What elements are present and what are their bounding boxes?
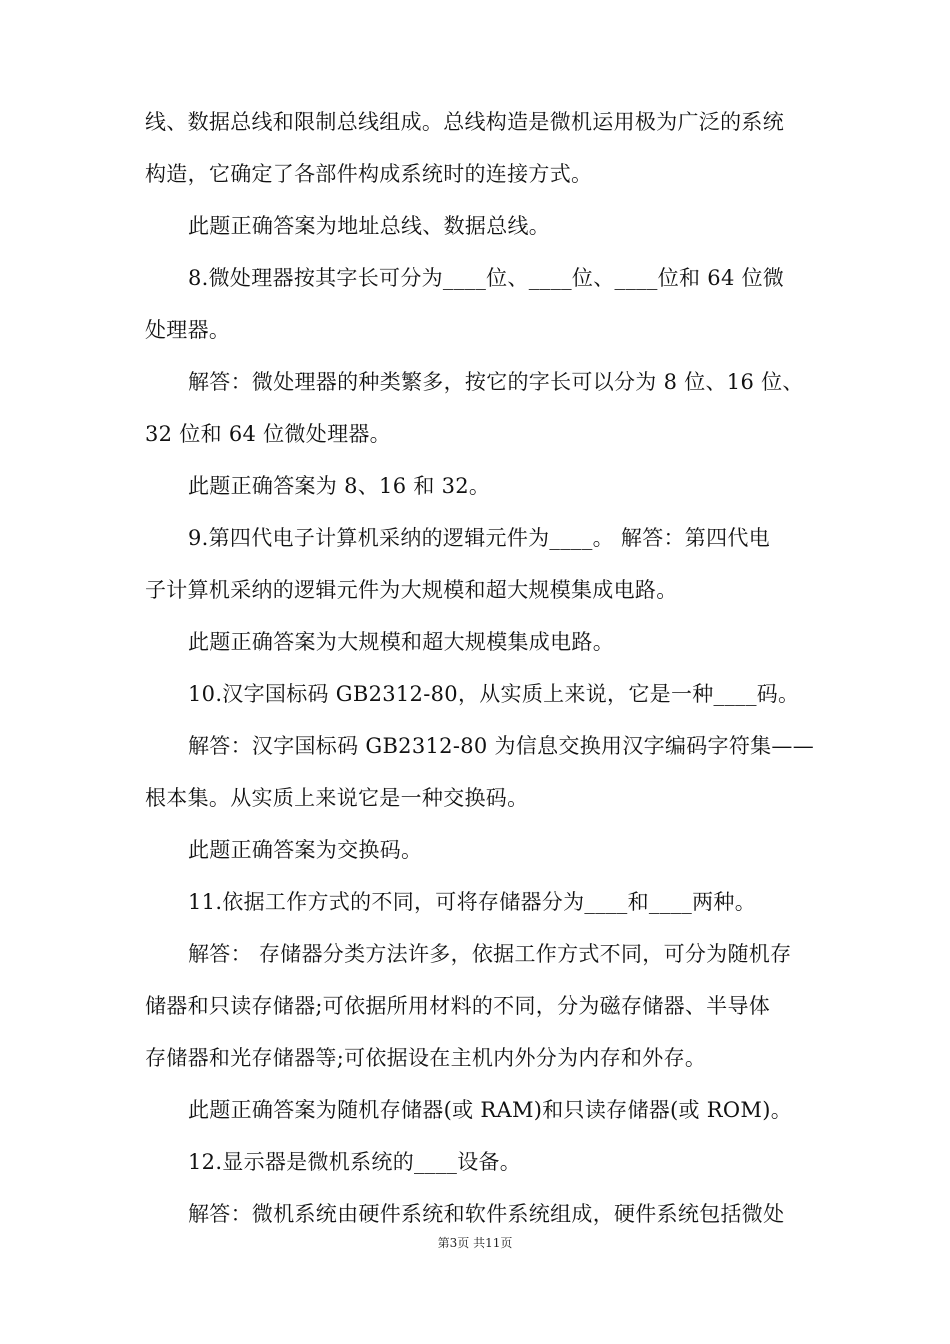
page-footer: 第3页 共11页 — [437, 1236, 513, 1250]
text-line: 构造，它确定了各部件构成系统时的连接方式。 — [145, 162, 593, 186]
text-line: 子计算机采纳的逻辑元件为大规模和超大规模集成电路。 — [145, 578, 678, 602]
text-line: 线、数据总线和限制总线组成。总线构造是微机运用极为广泛的系统 — [145, 110, 784, 134]
text-line: 11.依据工作方式的不同，可将存储器分为____和____两种。 — [188, 890, 756, 914]
text-line: 32 位和 64 位微处理器。 — [145, 422, 391, 446]
text-line: 此题正确答案为大规模和超大规模集成电路。 — [188, 630, 614, 654]
text-line: 9.第四代电子计算机采纳的逻辑元件为____。 解答：第四代电 — [188, 526, 771, 550]
text-line: 此题正确答案为随机存储器(或 RAM)和只读存储器(或 ROM)。 — [188, 1098, 793, 1122]
text-line: 处理器。 — [145, 318, 231, 342]
text-line: 存储器和光存储器等;可依据设在主机内外分为内存和外存。 — [145, 1046, 707, 1070]
text-line: 10.汉字国标码 GB2312-80，从实质上来说，它是一种____码。 — [188, 682, 800, 706]
text-line: 储器和只读存储器;可依据所用材料的不同，分为磁存储器、半导体 — [145, 994, 771, 1018]
text-line: 解答：微处理器的种类繁多，按它的字长可以分为 8 位、16 位、 — [188, 370, 804, 394]
text-line: 解答：汉字国标码 GB2312-80 为信息交换用汉字编码字符集—— — [188, 734, 815, 758]
document-body — [145, 98, 813, 1242]
text-line: 此题正确答案为地址总线、数据总线。 — [188, 214, 551, 238]
text-line: 解答：微机系统由硬件系统和软件系统组成，硬件系统包括微处 — [188, 1202, 785, 1226]
text-line: 8.微处理器按其字长可分为____位、____位、____位和 64 位微 — [188, 266, 785, 290]
text-line: 解答： 存储器分类方法许多，依据工作方式不同，可分为随机存 — [188, 942, 792, 966]
text-line: 12.显示器是微机系统的____设备。 — [188, 1150, 522, 1174]
text-line: 根本集。从实质上来说它是一种交换码。 — [145, 786, 529, 810]
text-line: 此题正确答案为 8、16 和 32。 — [188, 474, 491, 498]
text-line: 此题正确答案为交换码。 — [188, 838, 423, 862]
